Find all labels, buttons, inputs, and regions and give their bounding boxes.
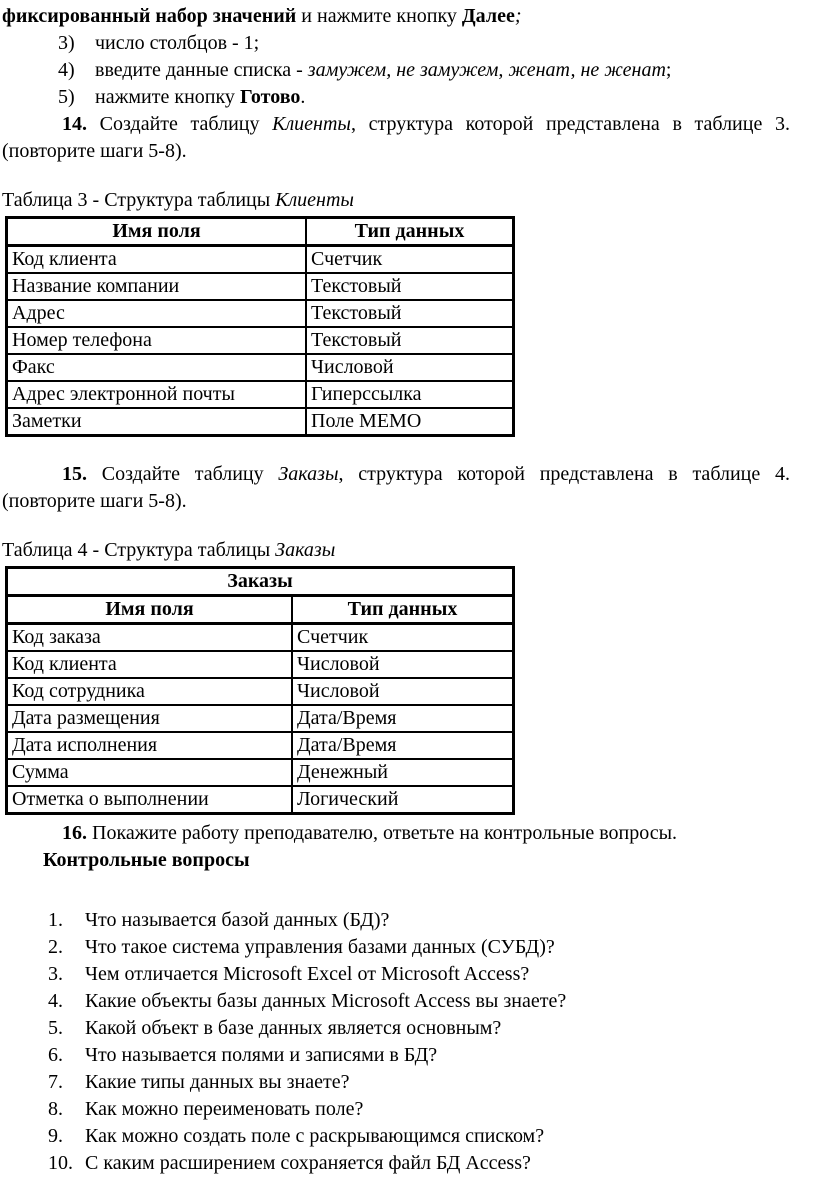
column-header-data-type: Тип данных [292,596,514,624]
field-name-cell: Код сотрудника [7,678,293,705]
step-text: нажмите кнопку [95,86,240,108]
step-item-4 [2,57,790,84]
field-name-cell: Дата исполнения [7,732,293,759]
field-name-cell: Адрес [7,300,307,327]
step-item-3 [2,30,790,57]
intro-bold-lead: фиксированный набор значений [2,5,297,27]
data-type-cell: Счетчик [292,624,514,652]
data-type-cell: Текстовый [306,273,514,300]
question-text: Какие объекты базы данных Microsoft Access вы знаете? [85,990,567,1012]
question-number: 6. [48,1044,63,1066]
question-text: Что называется базой данных (БД)? [85,909,390,931]
question-number: 8. [48,1098,63,1120]
step-list-values: замужем, не замужем, женат, не женат [307,59,666,81]
question-text: Что называется полями и записями в БД? [85,1044,438,1066]
column-header-field-name: Имя поля [7,596,293,624]
item-number: 15. [62,463,87,485]
item-text: , структура которой представлена в таблице 3. (повторите шаги 5-8). [2,113,790,162]
question-item [2,1069,790,1096]
field-name-cell: Код клиента [7,246,307,274]
field-name-cell: Код заказа [7,624,293,652]
table-row [7,786,514,814]
step-item-5 [2,84,790,111]
item-15 [2,461,790,515]
caption-text: Таблица 3 - Структура таблицы [2,189,276,211]
table-row [7,732,514,759]
field-name-cell: Факс [7,354,307,381]
question-item [2,934,790,961]
table-name-orders: Заказы [278,463,339,485]
step-tail: . [300,86,306,108]
field-name-cell: Отметка о выполнении [7,786,293,814]
intro-line [2,3,790,30]
table-name-clients: Клиенты [272,113,351,135]
table-row [7,327,514,354]
table-row [7,705,514,732]
question-text: С каким расширением сохраняется файл БД Access? [85,1152,531,1174]
table4-caption [2,537,790,564]
control-questions-heading: Контрольные вопросы [43,849,250,871]
data-type-cell: Дата/Время [292,732,514,759]
question-text: Как можно переименовать поле? [85,1098,364,1120]
step-number: 3) [58,32,75,54]
column-header-field-name: Имя поля [7,218,307,246]
question-number: 5. [48,1017,63,1039]
question-item [2,961,790,988]
table-row [7,300,514,327]
table-row [7,759,514,786]
data-type-cell: Денежный [292,759,514,786]
data-type-cell: Логический [292,786,514,814]
table-header-row [7,596,514,624]
table-row [7,354,514,381]
item-16 [2,820,790,847]
question-text: Какие типы данных вы знаете? [85,1071,350,1093]
question-item [2,1096,790,1123]
table-row [7,624,514,652]
question-text: Как можно создать поле с раскрывающимся списком? [85,1125,545,1147]
table-row [7,246,514,274]
question-number: 9. [48,1125,63,1147]
question-text: Какой объект в базе данных является основным? [85,1017,502,1039]
field-name-cell: Адрес электронной почты [7,381,307,408]
item-text: Покажите работу преподавателю, ответьте на контрольные вопросы. [87,822,678,844]
data-type-cell: Числовой [306,354,514,381]
table-header-row [7,218,514,246]
field-name-cell: Заметки [7,408,307,436]
question-item [2,988,790,1015]
item-text: Создайте таблицу [87,463,279,485]
question-text: Что такое система управления базами данных (СУБД)? [85,936,555,958]
question-number: 7. [48,1071,63,1093]
item-text: , структура которой представлена в таблице 4. (повторите шаги 5-8). [2,463,790,512]
question-number: 2. [48,936,63,958]
question-item [2,1015,790,1042]
data-type-cell: Текстовый [306,327,514,354]
item-number: 16. [62,822,87,844]
intro-button-name: Далее [461,5,515,27]
data-type-cell: Поле MEMO [306,408,514,436]
step-tail: ; [665,59,672,81]
step-text: введите данные списка - [95,59,308,81]
item-14 [2,111,790,165]
item-number: 14. [62,113,87,135]
field-name-cell: Название компании [7,273,307,300]
table-4-orders-structure [5,566,515,815]
table-title-row [7,568,514,596]
table3-caption [2,187,790,214]
table-row [7,651,514,678]
field-name-cell: Код клиента [7,651,293,678]
field-name-cell: Номер телефона [7,327,307,354]
field-name-cell: Сумма [7,759,293,786]
data-type-cell: Числовой [292,651,514,678]
table-3-clients-structure [5,216,515,437]
caption-table-name: Клиенты [275,189,354,211]
data-type-cell: Счетчик [306,246,514,274]
field-name-cell: Дата размещения [7,705,293,732]
caption-table-name: Заказы [275,539,336,561]
question-item [2,1150,790,1177]
caption-text: Таблица 4 - Структура таблицы [2,539,276,561]
intro-tail: ; [514,5,522,27]
control-questions-list [2,907,790,1177]
question-number: 1. [48,909,63,931]
table-row [7,381,514,408]
item-text: Создайте таблицу [87,113,273,135]
data-type-cell: Числовой [292,678,514,705]
question-number: 4. [48,990,63,1012]
step-text: число столбцов - 1; [95,32,260,54]
step-number: 4) [58,59,75,81]
question-number: 3. [48,963,63,985]
table-row [7,678,514,705]
step-button-name: Готово [239,86,301,108]
table-row [7,273,514,300]
table-row [7,408,514,436]
question-text: Чем отличается Microsoft Excel от Microsoft Access? [85,963,530,985]
data-type-cell: Дата/Время [292,705,514,732]
question-number: 10. [48,1152,73,1174]
question-item [2,1042,790,1069]
column-header-data-type: Тип данных [306,218,514,246]
table-title: Заказы [7,568,514,596]
data-type-cell: Текстовый [306,300,514,327]
question-item [2,1123,790,1150]
step-number: 5) [58,86,75,108]
question-item [2,907,790,934]
data-type-cell: Гиперссылка [306,381,514,408]
intro-mid: и нажмите кнопку [296,5,462,27]
